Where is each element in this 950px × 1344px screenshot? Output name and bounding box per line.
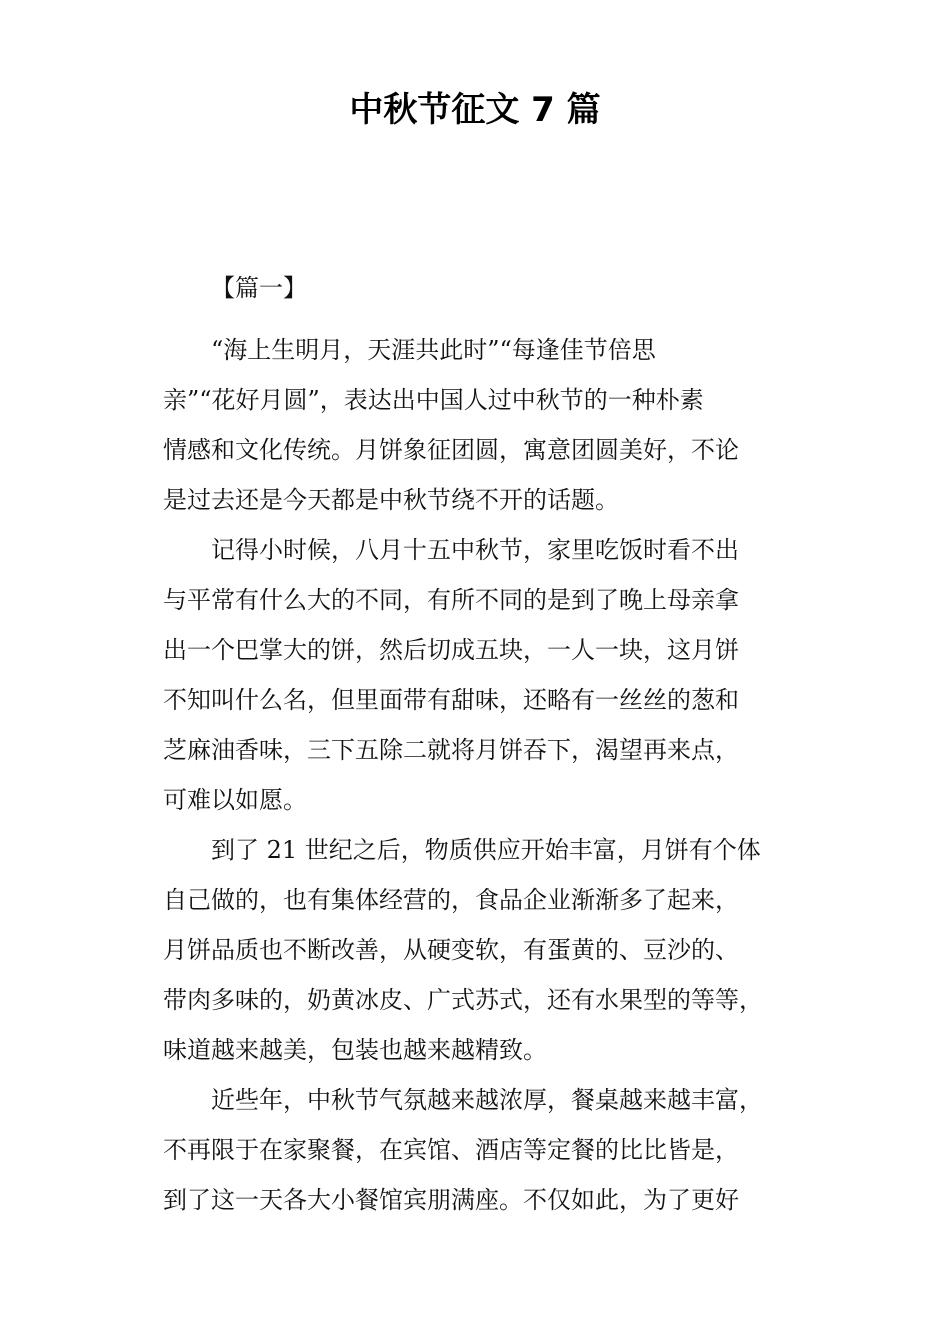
paragraph-line: 自己做的，也有集体经营的，食品企业渐渐多了起来，: [163, 886, 739, 914]
paragraph-line: 到了这一天各大小餐馆宾朋满座。不仅如此，为了更好: [163, 1186, 739, 1214]
paragraph-4: [163, 1075, 793, 1225]
paragraph-3: [163, 825, 793, 1075]
paragraph-line: 出一个巴掌大的饼，然后切成五块，一人一块，这月饼: [163, 636, 739, 664]
document-title: 中秋节征文 7 篇: [349, 90, 601, 130]
paragraph-line: 是过去还是今天都是中秋节绕不开的话题。: [163, 486, 619, 514]
paragraph-line: 不再限于在家聚餐，在宾馆、酒店等定餐的比比皆是，: [163, 1136, 739, 1164]
paragraph-line: 近些年，中秋节气氛越来越浓厚，餐桌越来越丰富，: [211, 1086, 763, 1114]
paragraph-line: 带肉多味的，奶黄冰皮、广式苏式，还有水果型的等等，: [163, 986, 763, 1014]
paragraph-line: 与平常有什么大的不同，有所不同的是到了晚上母亲拿: [163, 586, 739, 614]
section-heading: 【篇一】: [211, 274, 307, 302]
paragraph-line: 可难以如愿。: [163, 786, 307, 814]
paragraph-line: 亲”“花好月圆”，表达出中国人过中秋节的一种朴素: [163, 386, 704, 414]
document-body: [163, 263, 793, 1225]
paragraph-line: 记得小时候，八月十五中秋节，家里吃饭时看不出: [211, 536, 739, 564]
paragraph-line: 到了 21 世纪之后，物质供应开始丰富，月饼有个体: [211, 836, 761, 864]
paragraph-1: [163, 325, 793, 525]
paragraph-line: 月饼品质也不断改善，从硬变软，有蛋黄的、豆沙的、: [163, 936, 739, 964]
paragraph-line: 味道越来越美，包装也越来越精致。: [163, 1036, 547, 1064]
paragraph-2: [163, 525, 793, 825]
paragraph-line: 芝麻油香味，三下五除二就将月饼吞下，渴望再来点，: [163, 736, 739, 764]
paragraph-line: “海上生明月，天涯共此时”“每逢佳节倍思: [211, 336, 656, 364]
paragraph-line: 情感和文化传统。月饼象征团圆，寓意团圆美好，不论: [163, 436, 739, 464]
paragraph-line: 不知叫什么名，但里面带有甜味，还略有一丝丝的葱和: [163, 686, 739, 714]
